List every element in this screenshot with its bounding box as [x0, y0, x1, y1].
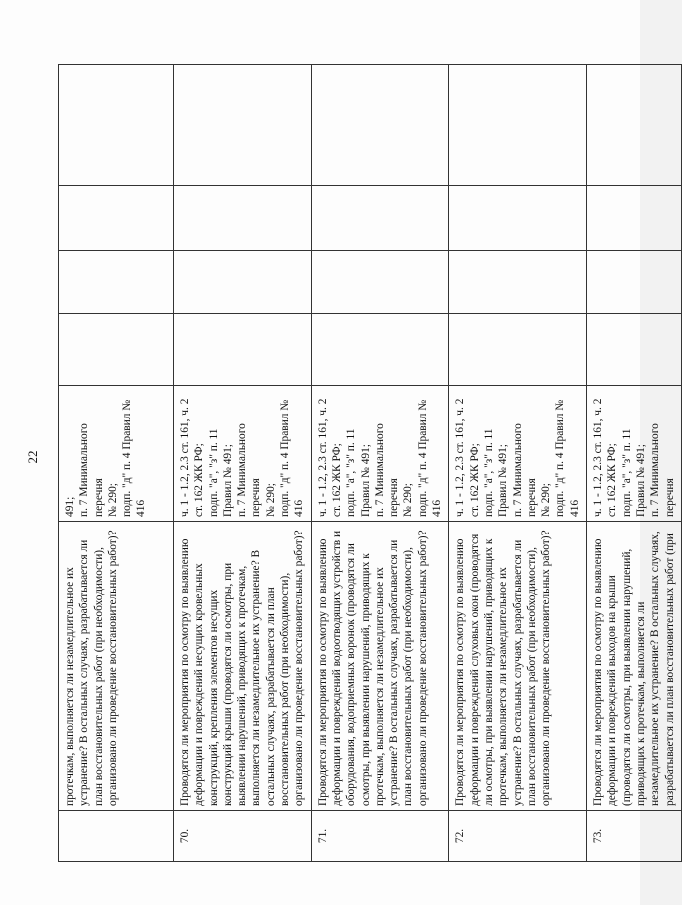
answer-na-cell [174, 186, 312, 251]
reference-line: подп. "д" п. 4 Правил № 416 [554, 399, 581, 517]
reference-line: № 290; [402, 483, 415, 517]
answer-no-cell [587, 251, 682, 314]
reference-line: п. 7 Минимального перечня [649, 423, 676, 517]
rotated-table-container [58, 65, 676, 862]
row-number-cell: 73. [587, 811, 682, 862]
answer-na-cell [311, 186, 449, 251]
reference-line: № 290; [540, 483, 553, 517]
reference-line: п. 7 Минимального перечня [373, 423, 401, 517]
reference-line: № 290; [106, 483, 119, 517]
notes-cell [311, 65, 449, 186]
reference-cell [449, 386, 587, 522]
table-row [587, 65, 682, 862]
answer-yes-cell [311, 314, 449, 386]
reference-line: ч. 1 - 1.2, 2.3 ст. 161, ч. 2 ст. 162 ЖК РФ; [592, 398, 619, 517]
answer-no-cell [311, 251, 449, 314]
answer-no-cell [174, 251, 312, 314]
answer-yes-cell [449, 314, 587, 386]
reference-line: подп. "д" п. 4 Правил № 416 [416, 399, 444, 517]
question-cell: Проводятся ли мероприятия по осмотру по выявлению деформации и повреждений водоотводящих устройств и оборудования, водоприемных воронок (проводятся ли осмотры, при выявлении нарушений, приводящих к протечкам, выполняется ли незамедлительное их устранение? В остальных случаях, разрабатывается ли план восстановительных работ (при необходимости), организовано ли проведение восстановительных работ)? [311, 522, 449, 811]
reference-line: ч. 1 - 1.2, 2.3 ст. 161, ч. 2 ст. 162 ЖК РФ; [316, 398, 343, 517]
answer-na-cell [587, 186, 682, 251]
answer-no-cell [59, 251, 174, 314]
reference-line: подп. "а", "з" п. 11 Правил № 491; [345, 428, 372, 517]
row-number-cell: 72. [449, 811, 587, 862]
question-cell: протечкам, выполняется ли незамедлительное их устранение? В остальных случаях, разрабатывается ли план восстановительных работ (при необходимости), организовано ли проведение восстановительных работ)? [59, 522, 174, 811]
notes-cell [449, 65, 587, 186]
row-number-cell: 70. [174, 811, 312, 862]
table-wrapper [58, 65, 676, 862]
reference-line: подп. "д" п. 4 Правил № 416 [121, 399, 148, 517]
reference-line: № 290; [264, 483, 277, 517]
answer-yes-cell [587, 314, 682, 386]
notes-cell [59, 65, 174, 186]
reference-line: подп. "а", "з" п. 11 Правил № 491; [620, 428, 647, 517]
reference-line: подп. "а", "з" п. 11 Правил № 491; [207, 428, 234, 517]
reference-line: ч. 1 - 1.2, 2.3 ст. 161, ч. 2 ст. 162 ЖК РФ; [454, 398, 481, 517]
table-row [174, 65, 312, 862]
table-row [59, 65, 174, 862]
reference-line: п. 7 Минимального перечня [511, 423, 538, 517]
question-cell: Проводятся ли мероприятия по осмотру по выявлению деформации и повреждений несущих кровельных конструкций, крепления элементов несущих конструкций крыши (проводятся ли осмотры, при выявлении нарушений, приводящих к протечкам, выполняется ли незамедлительное их устранение? В остальных случаях, разрабатывается ли план восстановительных работ (при необходимости), организовано ли проведение восстановительных работ)? [174, 522, 312, 811]
reference-cell [587, 386, 682, 522]
reference-cell [311, 386, 449, 522]
page-number: 22 [25, 450, 40, 464]
row-number-cell [59, 811, 174, 862]
answer-no-cell [449, 251, 587, 314]
notes-cell [174, 65, 312, 186]
answer-yes-cell [59, 314, 174, 386]
row-number-cell: 71. [311, 811, 449, 862]
reference-cell [59, 386, 174, 522]
question-cell: Проводятся ли мероприятия по осмотру по выявлению деформации и повреждений выходов на крыши (проводятся ли осмотры, при выявлении нарушений, приводящих к протечкам, выполняется ли незамедлительное их устранение? В остальных случаях, разрабатывается ли план восстановительных работ (при [587, 522, 682, 811]
table-row [311, 65, 449, 862]
reference-line: п. 7 Минимального перечня [78, 423, 105, 517]
reference-cell [174, 386, 312, 522]
notes-cell [587, 65, 682, 186]
answer-na-cell [449, 186, 587, 251]
answer-yes-cell [174, 314, 312, 386]
reference-line: 491; [64, 496, 76, 517]
checklist-table [58, 64, 682, 862]
reference-line: подп. "а", "з" п. 11 Правил № 491; [482, 428, 510, 517]
question-cell: Проводятся ли мероприятия по осмотру по выявлению деформации и повреждений слуховых окон (проводятся ли осмотры, при выявлении нарушений, приводящих к протечкам, выполняется ли незамедлительное их устранение? В остальных случаях, разрабатывается ли план восстановительных работ (при необходимости), организовано ли проведение восстановительных работ)? [449, 522, 587, 811]
reference-line: подп. "д" п. 4 Правил № 416 [279, 399, 306, 517]
answer-na-cell [59, 186, 174, 251]
reference-line: п. 7 Минимального перечня [236, 423, 263, 517]
table-row [449, 65, 587, 862]
reference-line: ч. 1 - 1.2, 2.3 ст. 161, ч. 2 ст. 162 ЖК РФ; [179, 398, 206, 517]
